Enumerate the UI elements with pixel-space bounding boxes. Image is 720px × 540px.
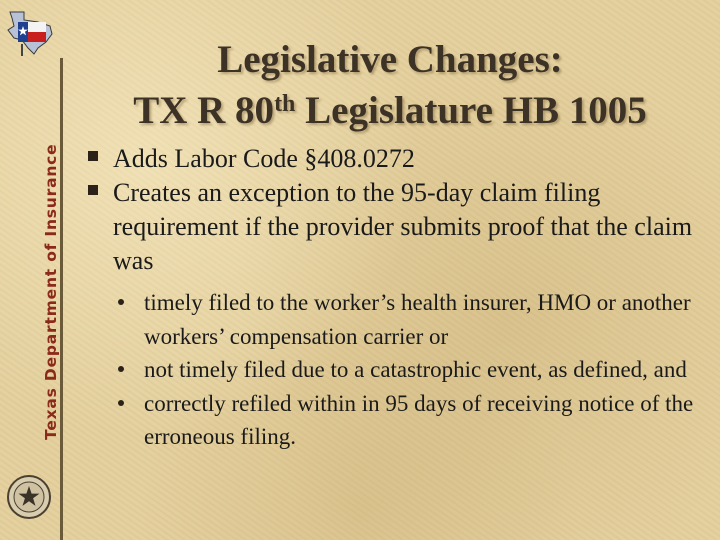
dot-bullet-icon <box>118 366 124 372</box>
title-line-2 <box>70 81 710 132</box>
sub-bullet-list <box>88 286 708 454</box>
sidebar <box>0 0 60 540</box>
organization-name: Texas Department of Insurance <box>42 143 60 440</box>
square-bullet-icon <box>88 151 98 161</box>
square-bullet-icon <box>88 185 98 195</box>
bullet-item <box>88 142 708 176</box>
sub-bullet-text: timely filed to the worker’s health insurer, HMO or another workers’ compensation carrier or <box>144 290 691 349</box>
title-line-1: Legislative Changes: <box>217 38 563 81</box>
sub-bullet-text: correctly refiled within in 95 days of receiving notice of the erroneous filing. <box>144 390 694 449</box>
dot-bullet-icon <box>118 299 124 305</box>
bullet-item <box>88 176 708 278</box>
bullet-text: Adds Labor Code §408.0272 <box>113 144 415 173</box>
sidebar-divider <box>60 58 63 540</box>
sub-bullet-item <box>88 286 708 353</box>
dot-bullet-icon <box>118 400 124 406</box>
bullet-text: Creates an exception to the 95-day claim filing requirement if the provider submits proof that the claim was <box>113 178 693 275</box>
sub-bullet-item <box>88 387 708 454</box>
texas-map-flag-icon <box>4 4 58 58</box>
title-line-2-prefix: TX R 80 <box>133 89 275 132</box>
title-line-2-suffix: Legislature HB 1005 <box>295 89 647 132</box>
texas-star-seal-icon <box>6 474 52 520</box>
slide-body <box>88 142 708 454</box>
slide-title <box>70 38 710 132</box>
sub-bullet-text: not timely filed due to a catastrophic event, as defined, and <box>144 357 687 382</box>
sub-bullet-item <box>88 353 708 387</box>
title-superscript: th <box>274 91 296 117</box>
